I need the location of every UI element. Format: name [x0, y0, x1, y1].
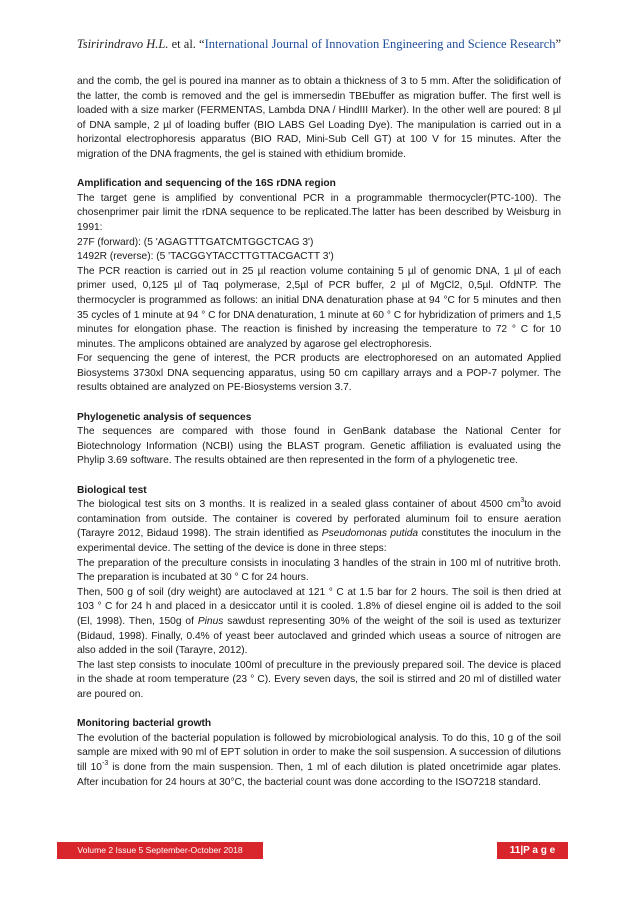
biological-test-p1-text-a: The biological test sits on 3 months. It is realized in a sealed glass container of about 4500 cm — [77, 499, 521, 511]
monitoring-paragraph — [77, 732, 561, 790]
section-heading-amplification: Amplification and sequencing of the 16S rDNA region — [77, 178, 336, 190]
species-name: Pseudomonas putida — [321, 528, 419, 540]
footer-issue-badge: Volume 2 Issue 5 September-October 2018 — [57, 842, 263, 859]
section-heading-monitoring: Monitoring bacterial growth — [77, 718, 212, 730]
section-heading-phylogenetic: Phylogenetic analysis of sequences — [77, 411, 252, 423]
footer-page-number: 11|P a g e — [497, 842, 568, 859]
amplification-paragraph-2: The PCR reaction is carried out in 25 µl reaction volume containing 5 µl of genomic DNA, 1 µl of each primer used, 0,125 µl of Taq polymerase, 2,5µl of PCR buffer, 2 µl of MgCl2, 0,5µl. OfdNTP. The thermocycler is programmed as follows: an initial DNA denaturation phase at 94 °C for 5 minutes and then 35 cycles of 1 minute at 94 ° C for DNA denaturation, 1 minute at 60 ° C for hybridization of primers and 1,5 minutes for elongation phase. The reaction is finished by increasing the temperature to 72 ° C for 10 minutes. The amplicons obtained are analyzed by agarose gel electrophoresis. — [77, 265, 561, 350]
biological-test-p1-text-c: constitutes the inoculum in the experimental device. The setting of the device is done in three steps: — [77, 528, 562, 554]
biological-test-p1-text-b: to avoid contamination from outside. The container is covered by perforated aluminum foil to ensure aeration (Tarayre 2012, Bidaud 1998). The strain identified as — [77, 499, 561, 540]
biological-test-paragraph-4: The last step consists to inoculate 100ml of preculture in the previously prepared soil. The device is placed in the shade at room temperature (23 ° C). Every seven days, the soil is stirred and 20 ml of distilled water are poured on. — [77, 659, 561, 700]
amplification-paragraph-3: For sequencing the gene of interest, the PCR products are electrophoresed on an automated Applied Biosystems 3730xl DNA sequencing apparatus, using 50 cm capillary arrays and a POP-7 polymer. The results obtained are analyzed on PE-Biosystems version 3.7. — [77, 353, 561, 394]
header-etal: et al. “ — [168, 37, 205, 51]
dilution-superscript: -3 — [101, 759, 109, 767]
biological-test-paragraph-3 — [77, 586, 561, 659]
header-author: Tsiririndravo H.L. — [76, 37, 169, 51]
running-header — [58, 37, 580, 52]
section-heading-biological-test: Biological test — [77, 484, 147, 496]
volume-superscript: 3 — [520, 496, 525, 504]
header-journal-title: International Journal of Innovation Engineering and Science Research — [204, 37, 556, 51]
article-body — [77, 75, 561, 790]
biological-test-p3-text-b: sawdust representing 30% of the weight of the soil is used as texturizer (Bidaud, 1998). Finally, 0.4% of yeast beer autoclaved and grinded which useas a source of nitrogen are also added in the soil (Tarayre, 2012). — [77, 615, 561, 657]
phylogenetic-paragraph: The sequences are compared with those found in GenBank database the National Center for Biotechnology Information (NCBI) using the BLAST program. Genetic affiliation is evaluated using the Phylip 3.69 software. The results obtained are then represented in the form of a phylogenetic tree. — [77, 426, 561, 467]
header-close-quote: ” — [555, 37, 562, 51]
monitoring-text-b: is done from the main suspension. Then, 1 ml of each dilution is plated oncetrimide agar plates. After incubation for 24 hours at 30°C, the bacterial count was done according to the ISO7218 standard. — [77, 761, 561, 788]
monitoring-text-a: The evolution of the bacterial population is followed by microbiological analysis. To do this, 10 g of the soil sample are mixed with 90 ml of EPT solution in order to make the soil suspension. A succession of dilutions till 10 — [77, 732, 561, 773]
primer-reverse: 1492R (reverse): (5 'TACGGYTACCTTGTTACGACTT 3') — [77, 251, 334, 263]
biological-test-paragraph-2: The preparation of the preculture consists in inoculating 3 handles of the strain in 100 ml of nutritive broth. The preparation is incubated at 30 ° C for 24 hours. — [77, 557, 561, 584]
biological-test-p3-text-a: Then, 500 g of soil (dry weight) are autoclaved at 121 ° C at 1.5 bar for 2 hours. The soil is then dried at 103 ° C for 24 h and placed in a desiccator until it is cooled. 1.8% of diesel engine oil is added to the soil (El, 1998). Then, 150g of — [77, 586, 561, 627]
biological-test-paragraph-1 — [77, 498, 561, 556]
intro-paragraph: and the comb, the gel is poured ina manner as to obtain a thickness of 3 to 5 mm. After the solidification of the latter, the comb is removed and the gel is immersedin TBEbuffer as migration buffer. The first well is loaded with a size marker (FERMENTAS, Lambda DNA / HindIII Marker). In the other well are poured: 8 µl of DNA sample, 2 µl of loading buffer (BIO LABS Gel Loading Dye). The manipulation is carried out in a horizontal electrophoresis apparatus (BIO RAD, Mini-Sub Cell GT) at 100 V for 15 minutes. After the migration of the DNA fragments, the gel is stained with ethidium bromide. — [77, 76, 561, 160]
primer-forward: 27F (forward): (5 'AGAGTTTGATCMTGGCTCAG 3') — [77, 236, 314, 248]
amplification-paragraph-1: The target gene is amplified by conventional PCR in a programmable thermocycler(PTC-100). The chosenprimer pair limit the rDNA sequence to be replicated.The latter has been described by Weisburg in 1991: — [77, 192, 561, 233]
genus-name: Pinus — [197, 615, 224, 627]
